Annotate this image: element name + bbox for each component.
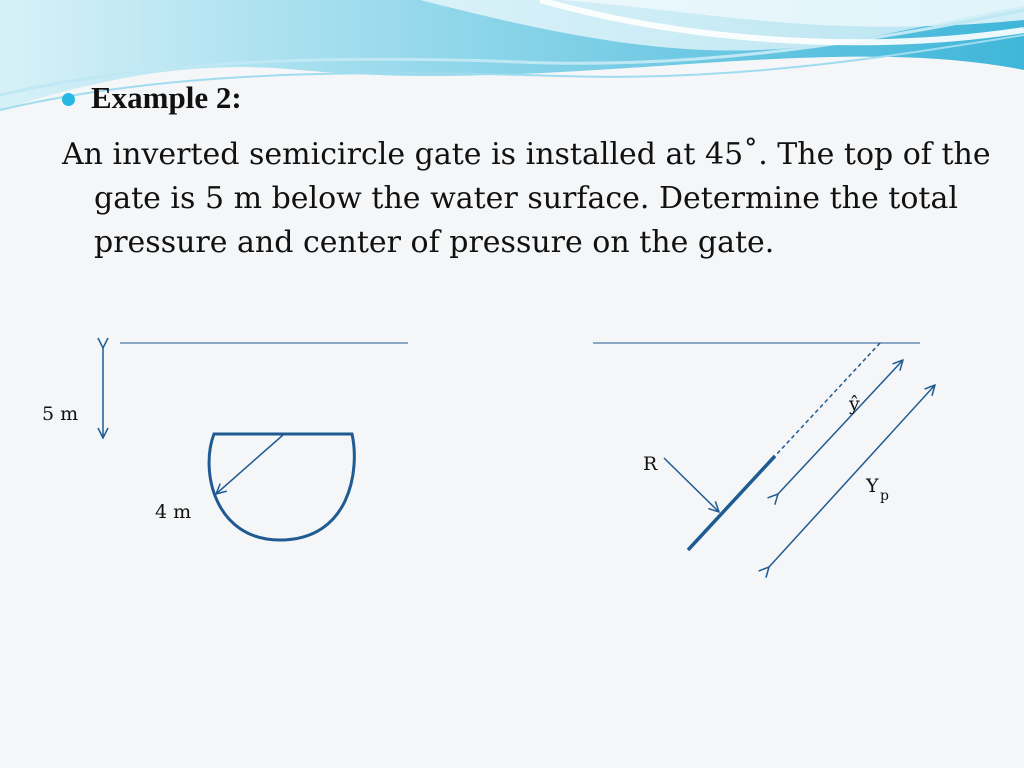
resultant-arrow <box>664 458 719 512</box>
gate-extension-dashed <box>775 343 880 456</box>
depth-label: 5 m <box>42 403 79 425</box>
center-of-pressure-subscript: p <box>880 488 889 504</box>
centroid-label: ŷ <box>849 393 860 415</box>
inclined-gate <box>688 456 775 550</box>
semicircle-gate <box>209 434 354 540</box>
example-heading: Example 2: <box>91 80 242 115</box>
resultant-label: R <box>643 453 658 475</box>
problem-statement: An inverted semicircle gate is installed at 45˚. The top of the gate is 5 m below the water surface. Determine the total pressure and center of pressure on the gate. <box>62 137 991 260</box>
radius-label: 4 m <box>155 501 192 523</box>
center-of-pressure-label: Y <box>866 475 879 497</box>
radius-arrow <box>216 435 283 494</box>
centroid-distance-arrow <box>778 360 903 494</box>
